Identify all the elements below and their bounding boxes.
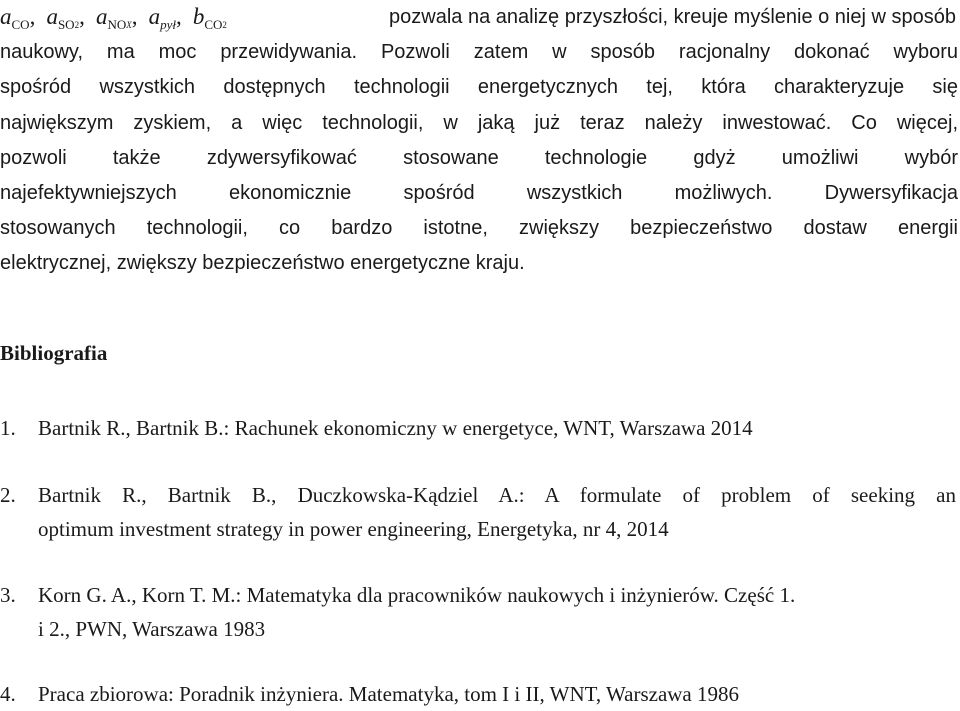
paragraph-line-1: pozwala na analizę przyszłości, kreuje myślenie o niej w sposób xyxy=(389,6,956,28)
paragraph-line-4: największym zyskiem, a więc technologii, w jaką już teraz należy inwestować. Co więcej, xyxy=(0,112,958,134)
paragraph-line-7: stosowanych technologii, co bardzo istotne, zwiększy bezpieczeństwo dostaw energii xyxy=(0,217,958,239)
bibliography-item-number: 3. xyxy=(0,583,16,607)
symbol-b-co2: $b_{CO2}$ xyxy=(192,4,227,32)
bibliography-heading: Bibliografia xyxy=(0,341,108,365)
bibliography-item-continuation: optimum investment strategy in power engineering, Energetyka, nr 4, 2014 xyxy=(38,517,669,541)
bibliography-item-number: 4. xyxy=(0,682,16,706)
symbols-line: $a_{CO}$, $a_{SO2}$, $a_{NOX}$, $a_{pył}$, $b_{CO2}$ pozwala na analizę przyszłości, kreuje myślenie o niej w sposób xyxy=(0,0,958,34)
paragraph-line-5: pozwoli także zdywersyfikować stosowane technologie gdyż umożliwi wybór xyxy=(0,147,958,169)
bibliography-item-text: Korn G. A., Korn T. M.: Matematyka dla pracowników naukowych i inżynierów. Część 1. xyxy=(38,583,796,607)
symbol-a-pyl: $a_{pył}$ xyxy=(148,4,176,32)
symbol-a-co: $a_{CO}$ xyxy=(0,4,30,32)
bibliography-item-text: Bartnik R., Bartnik B.: Rachunek ekonomiczny w energetyce, WNT, Warszawa 2014 xyxy=(38,416,753,440)
bibliography-item-number: 2. xyxy=(0,483,16,507)
symbol-a-so2: $a_{SO2}$ xyxy=(46,4,80,32)
paragraph-line-6: najefektywniejszych ekonomicznie spośród wszystkich możliwych. Dywersyfikacja xyxy=(0,182,958,204)
symbol-a-nox: $a_{NOX}$ xyxy=(95,4,132,32)
paragraph-line-8: elektrycznej, zwiększy bezpieczeństwo energetyczne kraju. xyxy=(0,252,525,274)
bibliography-item-number: 1. xyxy=(0,416,16,440)
paragraph-line-2: naukowy, ma moc przewidywania. Pozwoli zatem w sposób racjonalny dokonać wyboru xyxy=(0,41,958,63)
bibliography-item-continuation: i 2., PWN, Warszawa 1983 xyxy=(38,617,266,641)
bibliography-item-text: Praca zbiorowa: Poradnik inżyniera. Matematyka, tom I i II, WNT, Warszawa 1986 xyxy=(38,682,739,706)
bibliography-item-text: Bartnik R., Bartnik B., Duczkowska-Kądziel A.: A formulate of problem of seeking an xyxy=(38,483,956,507)
paragraph-line-3: spośród wszystkich dostępnych technologii energetycznych tej, która charakteryzuje się xyxy=(0,76,958,98)
